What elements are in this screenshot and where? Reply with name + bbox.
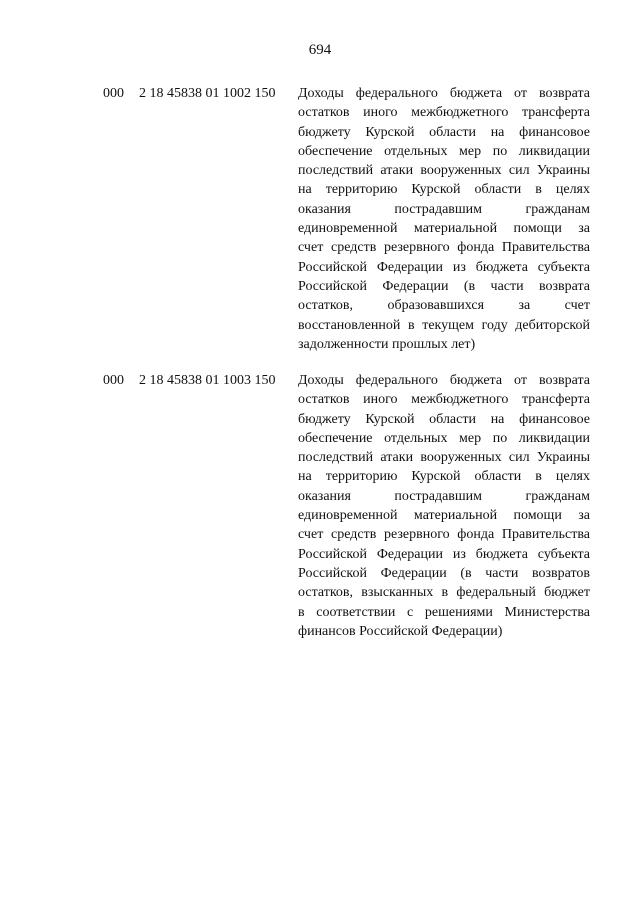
description-line: остатков иного межбюджетного трансферта [298,105,590,121]
admin-code: 000 [103,373,124,388]
budget-classification-code: 2 18 45838 01 1002 150 [139,86,276,101]
page-number: 694 [308,42,332,58]
description-line: Российской Федерации (в части возврата [298,278,590,294]
description-line: единовременной материальной помощи за [298,221,590,237]
description-line: задолженности прошлых лет) [298,336,476,352]
description-line: на территорию Курской области в целях [298,182,590,198]
description-line: последствий атаки вооруженных сил Украины [298,450,590,466]
description-line: бюджету Курской области на финансовое [298,124,590,140]
budget-classification-code: 2 18 45838 01 1003 150 [139,373,276,388]
description-line: финансов Российской Федерации) [298,623,503,639]
description-line: Российской Федерации (в части возвратов [298,565,590,581]
description-line: обеспечение отдельных мер по ликвидации [298,430,590,446]
description-line: счет средств резервного фонда Правительства [298,240,590,256]
description-line: остатков, образовавшихся за счет [298,298,590,314]
description-line: остатков иного межбюджетного трансферта [298,392,590,408]
admin-code: 000 [103,86,124,101]
description-line: последствий атаки вооруженных сил Украины [298,163,590,179]
description-line: в соответствии с решениями Министерства [298,604,590,620]
description-line: счет средств резервного фонда Правительства [298,527,590,543]
description-line: оказания пострадавшим гражданам [298,201,590,217]
description-line: Российской Федерации из бюджета субъекта [298,259,590,275]
revenue-description [298,84,590,354]
description-line: Доходы федерального бюджета от возврата [298,86,590,101]
description-line: Доходы федерального бюджета от возврата [298,373,590,388]
description-line: Российской Федерации из бюджета субъекта [298,546,590,562]
description-line: оказания пострадавшим гражданам [298,488,590,504]
description-line: на территорию Курской области в целях [298,469,590,485]
description-line: восстановленной в текущем году дебиторской [298,317,590,333]
description-line: бюджету Курской области на финансовое [298,411,590,427]
description-line: остатков, взысканных в федеральный бюджет [298,585,590,601]
description-line: единовременной материальной помощи за [298,508,590,524]
revenue-description [298,371,590,641]
description-line: обеспечение отдельных мер по ликвидации [298,143,590,159]
